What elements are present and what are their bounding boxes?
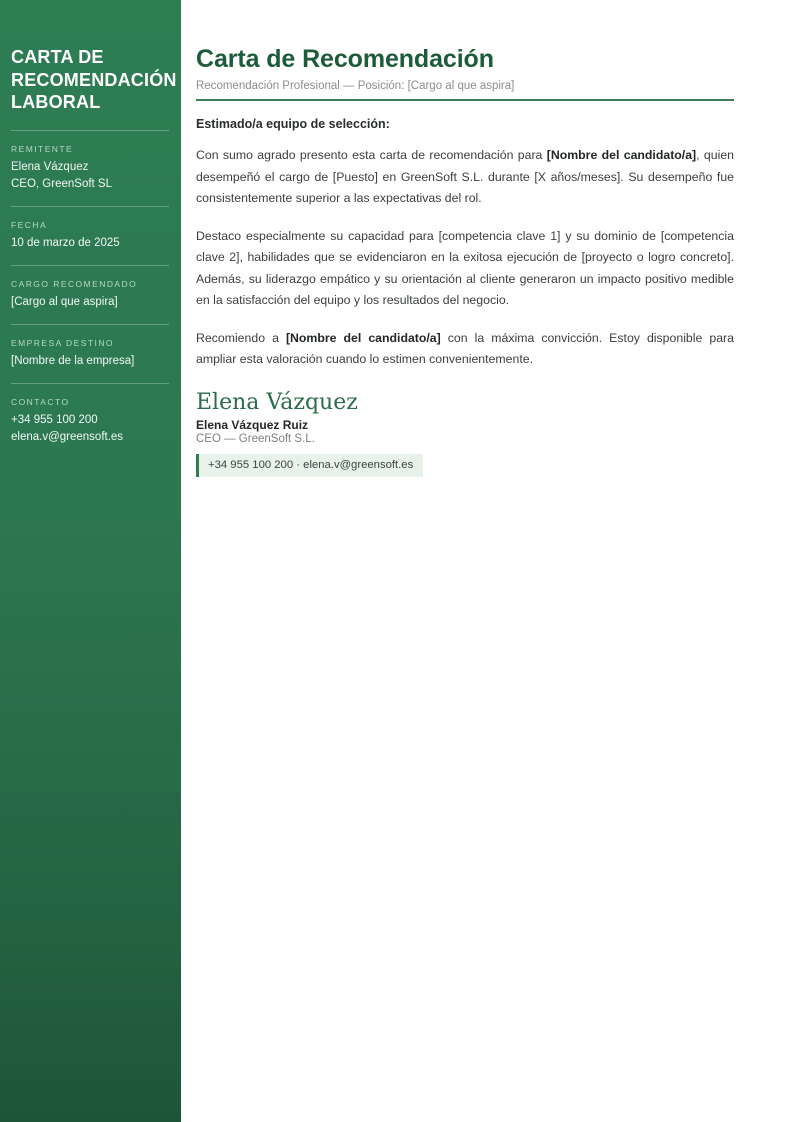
sidebar-label-contacto: CONTACTO [11,396,70,407]
sidebar-divider [11,383,169,384]
sidebar-block-fecha [11,220,169,252]
sidebar-label-fecha: FECHA [11,219,48,230]
sidebar-block-empresa-destino [11,338,169,370]
paragraph-1-text-b: , quien desempeñó el cargo de [Puesto] en GreenSoft S.L. durante [X años/meses]. Su desempeño fue consistentemente superior a las expectativas del rol. [196,148,734,205]
sidebar-label-cargo-recomendado: CARGO RECOMENDADO [11,278,138,289]
sidebar-value-empresa-destino: [Nombre de la empresa] [11,354,135,367]
signature-block [196,389,734,477]
sidebar-value-cargo-recomendado: [Cargo al que aspira] [11,295,118,308]
signature-contact-chip: +34 955 100 200 · elena.v@greensoft.es [196,454,423,477]
paragraph-3 [196,328,734,371]
sidebar-block-remitente [11,144,169,193]
signer-name: Elena Vázquez Ruiz [196,417,309,432]
paragraph-3-text-b: con la máxima convicción. Estoy disponible para ampliar esta valoración cuando lo estimen convenientemente. [196,330,734,366]
paragraph-2: Destaco especialmente su capacidad para [competencia clave 1] y su dominio de [competencia clave 2], habilidades que se evidenciaron en la exitosa ejecución de [proyecto o logro concreto]. Además, su liderazgo empático y su orientación al cliente generaron un impacto positivo medible en la satisfacción del equipo y los resultados del negocio. [196,228,734,307]
sidebar-value-remitente: Elena Vázquez CEO, GreenSoft SL [11,160,112,190]
paragraph-3-text-a: Recomiendo a [196,330,286,345]
sidebar-document-title: CARTA DE RECOMENDACIÓN LABORAL [11,47,177,112]
page-title: Carta de Recomendación [196,45,494,73]
sidebar-block-cargo-recomendado [11,279,169,311]
handwritten-signature: Elena Vázquez [196,389,358,415]
salutation: Estimado/a equipo de selección: [196,117,390,131]
sidebar-label-empresa-destino: EMPRESA DESTINO [11,337,114,348]
paragraph-1 [196,145,734,210]
sidebar [0,0,181,1122]
letter-body [181,0,793,1122]
candidate-placeholder: [Nombre del candidato/a] [285,330,441,345]
sidebar-divider [11,265,169,266]
paragraph-1-text-a: Con sumo agrado presento esta carta de recomendación para [196,148,547,162]
sidebar-label-remitente: REMITENTE [11,143,74,154]
sidebar-divider [11,206,169,207]
sidebar-value-fecha: 10 de marzo de 2025 [11,236,120,249]
sidebar-divider [11,324,169,325]
title-divider [196,99,734,101]
sidebar-block-contacto [11,397,169,446]
page-subtitle: Recomendación Profesional — Posición: [Cargo al que aspira] [196,80,515,92]
sidebar-value-contacto: +34 955 100 200 elena.v@greensoft.es [11,413,124,443]
sidebar-divider [11,130,169,131]
candidate-placeholder: [Nombre del candidato/a] [546,148,697,162]
signer-role: CEO — GreenSoft S.L. [196,432,315,445]
